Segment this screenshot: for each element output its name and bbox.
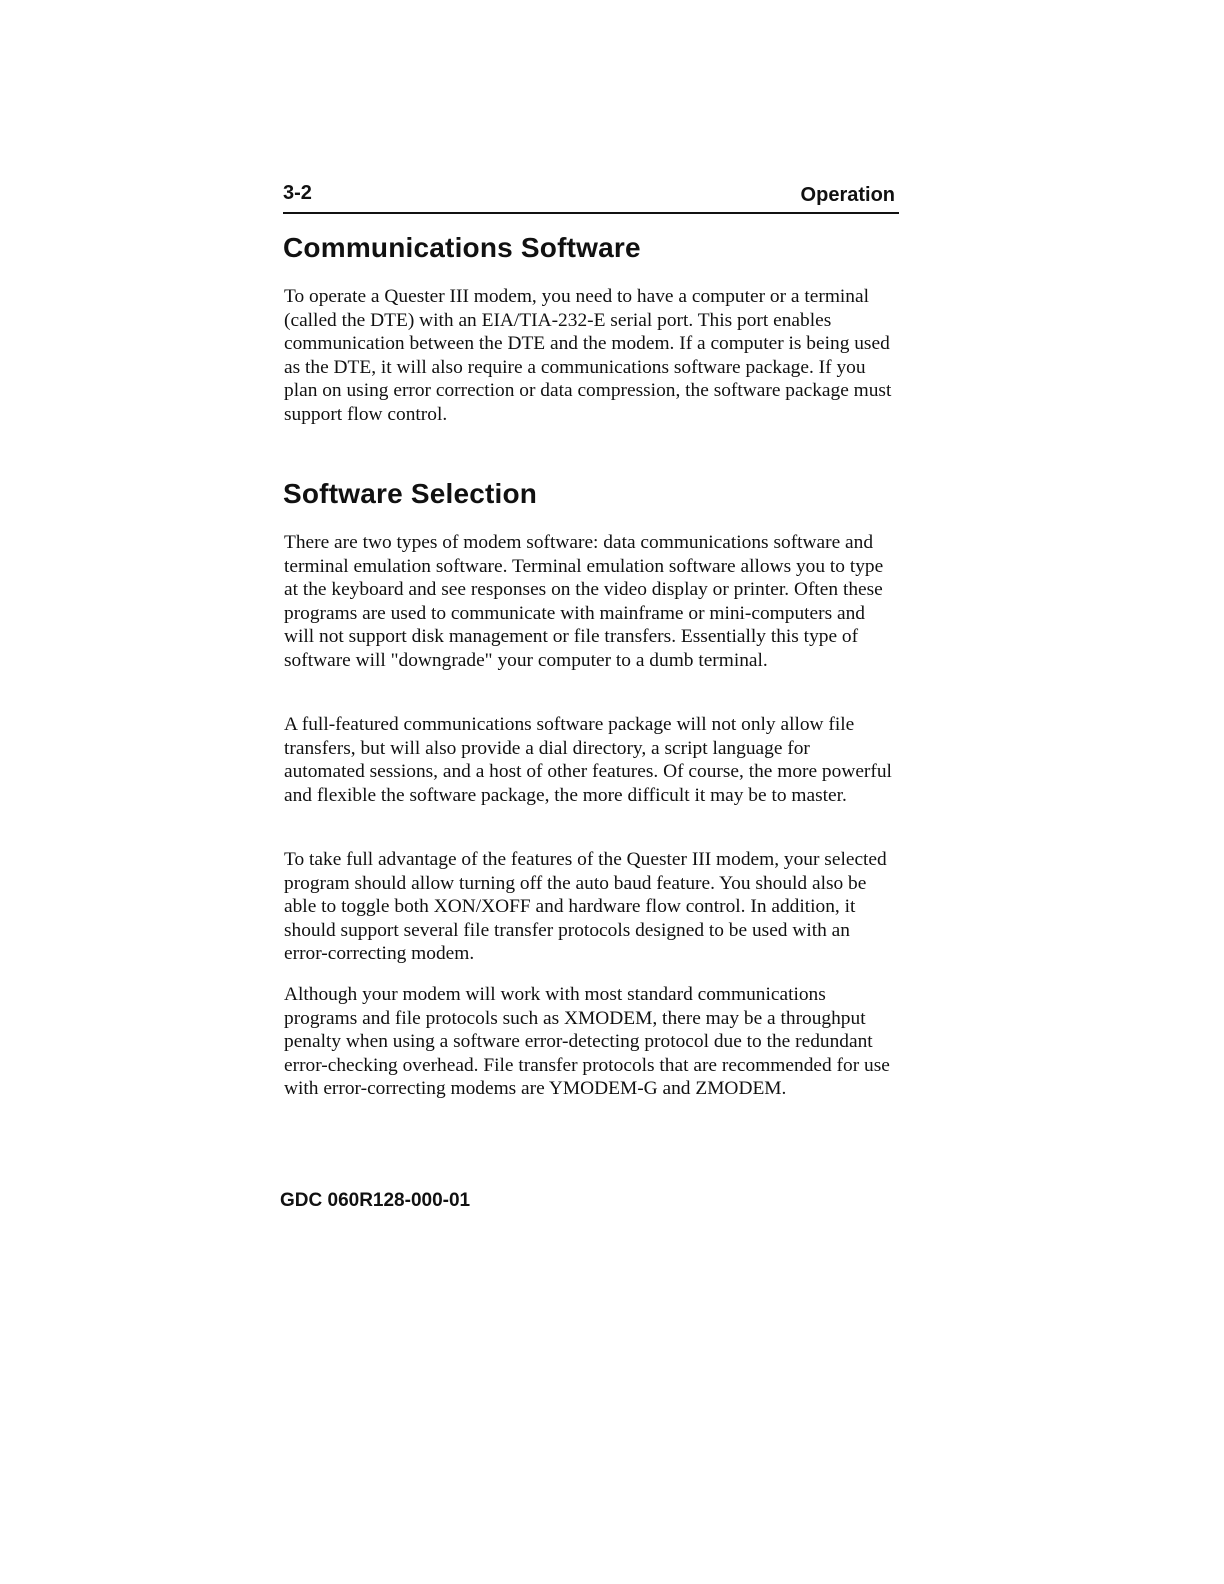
paragraph-software-types: There are two types of modem software: data communications software and terminal emulation software. Terminal emulation software allows you to type at the keyboard and see responses on the video display or printer. Often these programs are used to communicate with mainframe or mini-computers and will not support disk management or file transfers. Essentially this type of software will "downgrade" your computer to a dumb terminal. bbox=[284, 532, 884, 671]
paragraph-full-featured: A full-featured communications software package will not only allow file transfers, but will also provide a dial directory, a script language for automated sessions, and a host of other features. Of course, the more powerful and flexible the software package, the more difficult it may be to master. bbox=[284, 714, 892, 806]
chapter-title: Operation bbox=[800, 184, 895, 206]
page-header bbox=[283, 182, 899, 214]
paragraph-communications-intro: To operate a Quester III modem, you need to have a computer or a terminal (called the DTE) with an EIA/TIA-232-E serial port. This port enables communication between the DTE and the modem. If a computer is being used as the DTE, it will also require a communications software package. If you plan on using error correction or data compression, the software package must support flow control. bbox=[284, 286, 892, 425]
section-heading-communications-software: Communications Software bbox=[283, 232, 641, 263]
paragraph-quester-features: To take full advantage of the features of the Quester III modem, your selected program should allow turning off the auto baud feature. You should also be able to toggle both XON/XOFF and hardware flow control. In addition, it should support several file transfer protocols designed to be used with an error-correcting modem. bbox=[284, 849, 887, 964]
paragraph-file-protocols: Although your modem will work with most standard communications programs and file protocols such as XMODEM, there may be a throughput penalty when using a software error-detecting protocol due to the redundant error-checking overhead. File transfer protocols that are recommended for use with error-correcting modems are YMODEM-G and ZMODEM. bbox=[284, 984, 890, 1099]
section-heading-software-selection: Software Selection bbox=[283, 478, 538, 509]
page-number: 3-2 bbox=[283, 182, 312, 204]
document-code: GDC 060R128-000-01 bbox=[280, 1190, 471, 1211]
